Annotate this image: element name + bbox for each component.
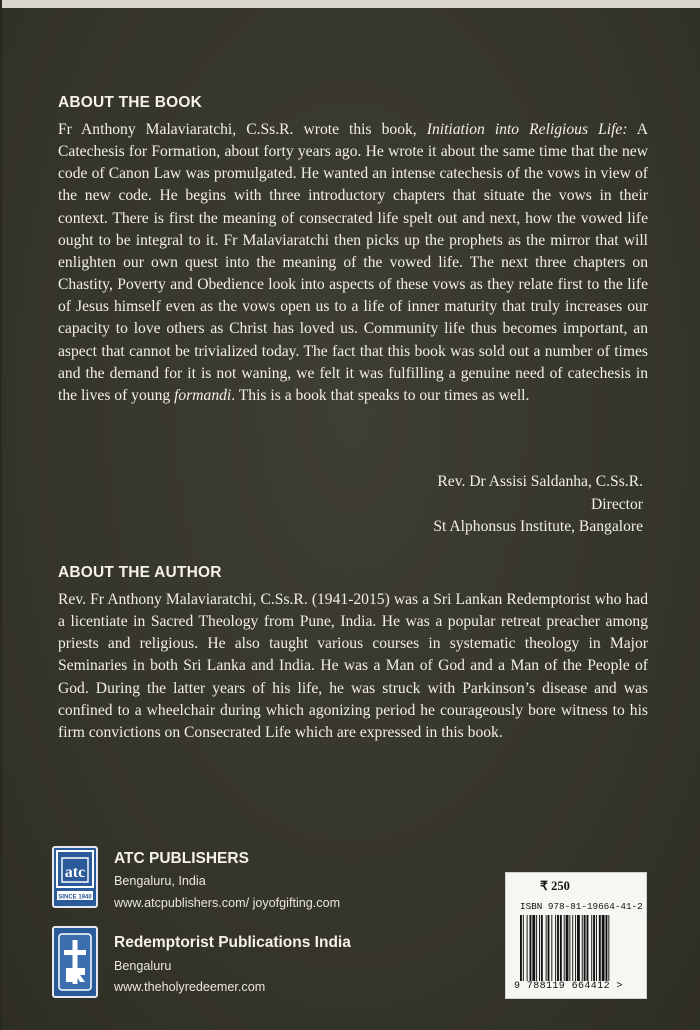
barcode-bar <box>587 915 589 981</box>
barcode-bar <box>560 915 562 981</box>
publisher-website: www.atcpublishers.com/ joyofgifting.com <box>114 896 341 910</box>
about-author-heading: ABOUT THE AUTHOR <box>58 564 222 581</box>
publisher-location: Bengaluru, India <box>114 874 206 888</box>
barcode-bar <box>608 915 609 981</box>
barcode-bar <box>606 915 608 981</box>
barcode-bar <box>536 915 537 981</box>
book-title: Initiation into Religious Life: <box>426 121 628 138</box>
barcode-bar <box>569 915 570 981</box>
barcode-bar <box>532 915 535 981</box>
barcode-bar <box>546 915 547 981</box>
atc-logo-text: atc <box>64 864 86 881</box>
barcode-bar <box>602 915 605 981</box>
barcode-bar <box>582 915 583 981</box>
publisher-name: ATC PUBLISHERS <box>114 850 249 867</box>
about-book-heading: ABOUT THE BOOK <box>58 94 203 111</box>
barcode-bar <box>527 915 528 981</box>
barcode-bar <box>557 915 559 981</box>
barcode-bar <box>596 915 597 981</box>
barcode-bar <box>566 915 569 981</box>
signature-block <box>433 471 643 539</box>
signature-role: Director <box>591 495 643 513</box>
barcode-bar <box>577 915 580 981</box>
barcode-bar <box>593 915 595 981</box>
barcode-bar <box>555 915 556 981</box>
about-author-text: Rev. Fr Anthony Malaviaratchi, C.Ss.R. (1941-2015) was a Sri Lankan Redemptorist who had a licentiate in Sacred Theology from Pune, India. He was a popular retreat preacher among priests and religious. He also taught various courses in systematic theology in Major Seminaries in both Sri Lanka and India. He was a Man of God and a Man of the People of God. During the latter years of his life, he was struck with Parkinson’s disease and was confined to a wheelchair during which agonizing period he courageously bore witness to his firm convictions on Consecrated Life which are expressed in this book. <box>58 591 648 741</box>
publisher-location: Bengaluru <box>114 959 172 973</box>
barcode-icon <box>520 915 634 981</box>
barcode-bar <box>548 915 550 981</box>
barcode-panel <box>505 872 647 999</box>
barcode-bar <box>575 915 576 981</box>
atc-logo-icon <box>52 846 98 908</box>
formandi-word: formandi <box>174 386 232 404</box>
barcode-bar <box>523 915 524 981</box>
barcode-bar <box>541 915 543 981</box>
barcode-bar <box>572 915 573 981</box>
redemptorist-logo-icon <box>52 926 98 998</box>
barcode-bar <box>520 915 522 981</box>
about-book-text-part: Fr Anthony Malaviaratchi, C.Ss.R. wrote this book, <box>58 121 427 138</box>
barcode-bar <box>551 915 552 981</box>
signature-name: Rev. Dr Assisi Saldanha, C.Ss.R. <box>437 473 643 490</box>
about-book-text-part: . This is a book that speaks to our times as well. <box>231 386 530 404</box>
barcode-bar <box>539 915 540 981</box>
about-book-text-part: A Catechesis for Formation, about forty years ago. He wrote it about the same time that the new code of Canon Law was promulgated. He wanted an intense catechesis of the vows in view of the new code. He begins with three introductory chapters that situate the vows in their context. There is first the meaning of consecrated life spelt out and next, how the vowed life ought to be integral to it. Fr Malaviaratchi then picks up the prophets as the mirror that will enlighten our own quest into the meaning of the vowed life. The next three chapters on Chastity, Poverty and Obedience look into aspects of these vows as they relate first to the life of Jesus himself even as the vows open us to a life of inner maturity that truly increases our capacity to love others as Christ has loved us. Community life thus becomes important, an aspect that cannot be trivialized today. The fact that this book was sold out a number of times and the demand for it is not waning, we felt it was fulfilling a genuine need of catechesis in the lives of young <box>58 121 648 404</box>
publisher-name: Redemptorist Publications India <box>114 934 351 951</box>
barcode-bar <box>591 915 592 981</box>
signature-org: St Alphonsus Institute, Bangalore <box>433 518 643 535</box>
barcode-bar <box>530 915 532 981</box>
ean-digits: 9 788119 664412 > <box>514 981 623 992</box>
barcode-bar <box>584 915 586 981</box>
publisher-website: www.theholyredeemer.com <box>114 980 266 994</box>
top-edge <box>2 0 700 8</box>
barcode-bar <box>564 915 565 981</box>
atc-logo-since: SINCE 1940 <box>58 894 92 901</box>
isbn-label: ISBN 978-81-19664-41-2 <box>520 901 643 912</box>
price-label: ₹ 250 <box>540 879 570 893</box>
about-book-text <box>58 119 648 407</box>
barcode-bar <box>599 915 601 981</box>
